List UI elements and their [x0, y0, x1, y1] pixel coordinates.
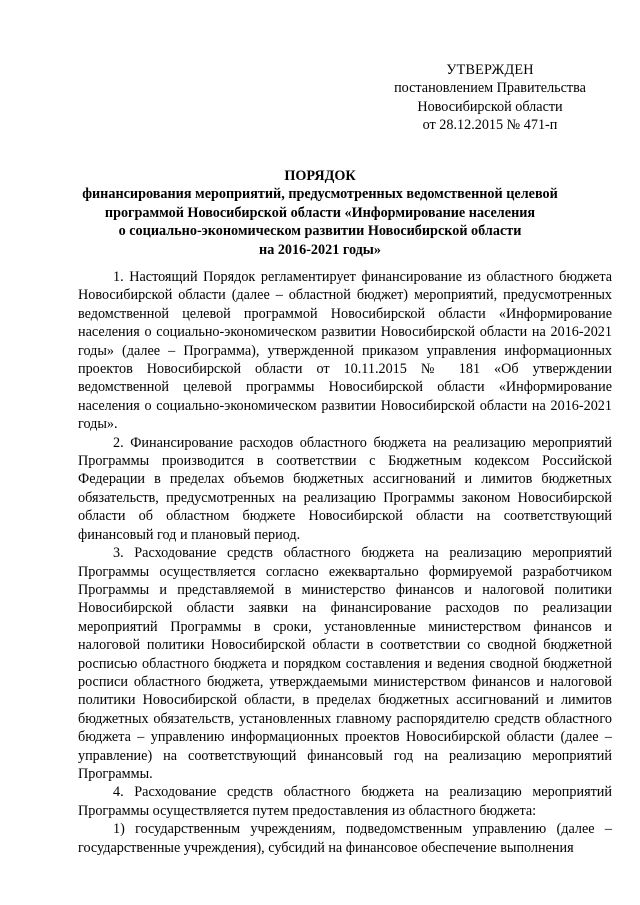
title-line-3: о социально-экономическом развитии Новосибирской области — [118, 223, 522, 240]
approval-stamp — [370, 61, 610, 135]
approval-decree: постановлением Правительства — [394, 80, 586, 97]
approval-title: УТВЕРЖДЕН — [446, 62, 534, 78]
title-line-2: программой Новосибирской области «Информирование населения — [104, 204, 536, 221]
paragraph-3: 3. Расходование средств областного бюджета на реализацию мероприятий Программы осуществляется согласно ежеквартально формируемой разработчиком Программы и представляемой в министерство финансов и налоговой политики Новосибирской области заявки на финансирование расходов по реализации мероприятий Программы в сроки, установленные министерством финансов и налоговой политики Новосибирской области в соответствии со сводной бюджетной росписью областного бюджета и порядком составления и ведения сводной бюджетной росписи областного бюджета, утверждаемыми министерством финансов и налоговой политики Новосибирской области, в пределах бюджетных ассигнований и лимитов бюджетных обязательств, установленных главному распорядителю средств областного бюджета – управлению информационных проектов Новосибирской области (далее – управление) на соответствующий финансовый год на реализацию мероприятий Программы. — [78, 545, 612, 782]
document-body — [78, 268, 612, 857]
approval-region: Новосибирской области — [417, 98, 563, 115]
approval-date-number: от 28.12.2015 № 471-п — [422, 117, 558, 134]
document-title — [72, 167, 568, 259]
paragraph-2: 2. Финансирование расходов областного бюджета на реализацию мероприятий Программы производится в соответствии с Бюджетным кодексом Российской Федерации в пределах объемов бюджетных ассигнований и лимитов бюджетных обязательств, предусмотренных на реализацию Программы законом Новосибирской области об областном бюджете Новосибирской области на соответствующий финансовый год и плановый период. — [78, 434, 612, 543]
paragraph-4-item-1: 1) государственным учреждениям, подведомственным управлению (далее – государственные учреждения), субсидий на финансовое обеспечение выполнения — [78, 821, 612, 856]
paragraph-1: 1. Настоящий Порядок регламентирует финансирование из областного бюджета Новосибирской области (далее – областной бюджет) мероприятий, предусмотренных ведомственной целевой программой Новосибирской области «Информирование населения о социально-экономическом развитии Новосибирской области на 2016-2021 годы» (далее – Программа), утвержденной приказом управления информационных проектов Новосибирской области от 10.11.2015 № 181 «Об утверждении ведомственной целевой программы Новосибирской области «Информирование населения о социально-экономическом развитии Новосибирской области на 2016-2021 годы». — [78, 269, 612, 433]
title-line-1: финансирования мероприятий, предусмотренных ведомственной целевой — [82, 186, 558, 203]
paragraph-4: 4. Расходование средств областного бюджета на реализацию мероприятий Программы осуществляется путем предоставления из областного бюджета: — [78, 784, 612, 819]
title-heading: ПОРЯДОК — [284, 168, 356, 184]
title-line-4: на 2016-2021 годы» — [259, 241, 381, 258]
